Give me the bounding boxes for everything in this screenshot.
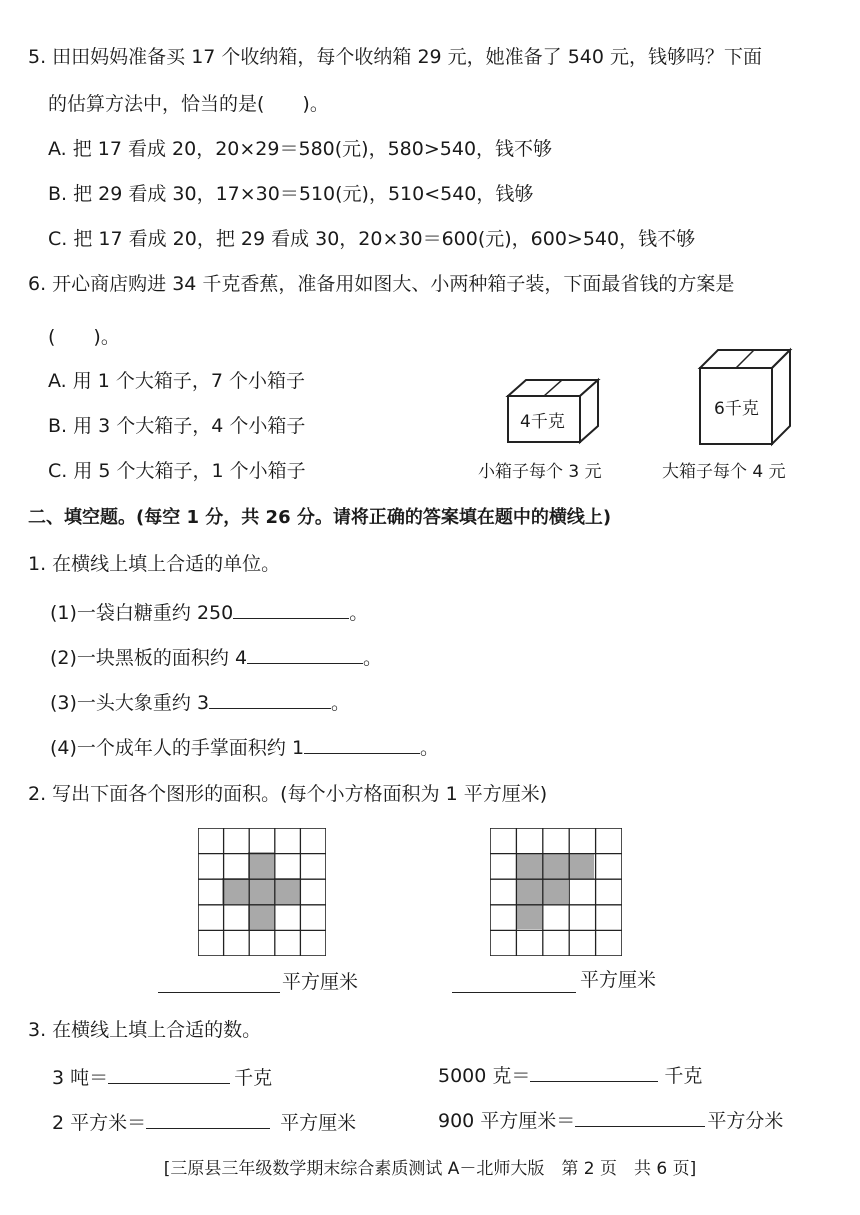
page-footer: [三原县三年级数学期末综合素质测试 A－北师大版 第 2 页 共 6 页] (163, 1159, 697, 1179)
fill3-row2-right (438, 1108, 783, 1133)
q6-option-b: B. 用 3 个大箱子，4 个小箱子 (48, 415, 306, 437)
fill3-r1l-suffix: 千克 (234, 1067, 273, 1089)
fill1-item-1-text: (1)一袋白糖重约 250 (50, 602, 234, 624)
fill1-item-1-blank[interactable] (233, 600, 349, 619)
q5-stem-line2: 的估算方法中，恰当的是( )。 (48, 93, 329, 115)
fill1-item-2-blank[interactable] (247, 645, 363, 664)
fill3-r1r-prefix: 5000 克＝ (438, 1065, 531, 1087)
fill1-item-4-end: 。 (420, 737, 440, 759)
fill3-r1r-blank[interactable] (530, 1063, 658, 1082)
fill1-item-4 (50, 735, 439, 760)
fill3-row1-left (52, 1065, 272, 1090)
fill3-row2-left (52, 1110, 356, 1135)
q6-stem-line1: 6. 开心商店购进 34 千克香蕉，准备用如图大、小两种箱子装，下面最省钱的方案是 (28, 273, 735, 295)
small-box-label: 4千克 (520, 412, 565, 432)
small-box-price: 小箱子每个 3 元 (478, 462, 602, 482)
fill3-r2r-blank[interactable] (575, 1108, 705, 1127)
fill3-r2r-suffix: 平方分米 (707, 1110, 784, 1132)
fill2-right-blank[interactable] (452, 990, 576, 993)
section-2-title: 二、填空题。(每空 1 分，共 26 分。请将正确的答案填在题中的横线上) (28, 507, 612, 528)
fill3-r2r-prefix: 900 平方厘米＝ (438, 1110, 576, 1132)
q6-stem-line2: ( )。 (48, 326, 120, 348)
fill3-row1-right (438, 1063, 702, 1088)
fill1-item-3-text: (3)一头大象重约 3 (50, 692, 210, 714)
fill1-item-1 (50, 600, 368, 625)
q5-stem-line1: 5. 田田妈妈准备买 17 个收纳箱，每个收纳箱 29 元，她准备了 540 元，钱够吗？下面 (28, 46, 763, 68)
fill3-title: 3. 在横线上填上合适的数。 (28, 1019, 262, 1041)
grid-figure-right (490, 828, 622, 956)
fill3-r1l-blank[interactable] (108, 1065, 230, 1084)
q5-option-b: B. 把 29 看成 30，17×30＝510(元)，510<540，钱够 (48, 183, 534, 205)
q6-option-c: C. 用 5 个大箱子，1 个小箱子 (48, 460, 306, 482)
q6-option-a: A. 用 1 个大箱子，7 个小箱子 (48, 370, 306, 392)
fill3-r1r-suffix: 千克 (664, 1065, 703, 1087)
fill2-title: 2. 写出下面各个图形的面积。(每个小方格面积为 1 平方厘米) (28, 783, 548, 805)
fill1-item-1-end: 。 (349, 602, 369, 624)
fill1-item-2-end: 。 (363, 647, 383, 669)
fill2-left-blank[interactable] (158, 990, 280, 993)
fill1-title: 1. 在横线上填上合适的单位。 (28, 553, 281, 575)
fill3-r2l-blank[interactable] (146, 1110, 270, 1129)
fill1-item-4-text: (4)一个成年人的手掌面积约 1 (50, 737, 305, 759)
fill1-item-4-blank[interactable] (304, 735, 420, 754)
fill1-item-2-text: (2)一块黑板的面积约 4 (50, 647, 248, 669)
big-box-label: 6千克 (714, 399, 759, 419)
fill1-item-3 (50, 690, 350, 715)
fill2-left-unit: 平方厘米 (282, 971, 359, 993)
fill1-item-2 (50, 645, 382, 670)
fill3-r2l-suffix: 平方厘米 (280, 1112, 357, 1134)
fill2-right-unit: 平方厘米 (580, 969, 657, 991)
big-box-price: 大箱子每个 4 元 (662, 462, 786, 482)
fill1-item-3-end: 。 (331, 692, 351, 714)
q5-option-c: C. 把 17 看成 20，把 29 看成 30，20×30＝600(元)，600>540，钱不够 (48, 228, 696, 250)
fill3-r1l-prefix: 3 吨＝ (52, 1067, 109, 1089)
q5-option-a: A. 把 17 看成 20，20×29＝580(元)，580>540，钱不够 (48, 138, 553, 160)
fill1-item-3-blank[interactable] (209, 690, 331, 709)
fill3-r2l-prefix: 2 平方米＝ (52, 1112, 147, 1134)
grid-figure-left (198, 828, 326, 956)
